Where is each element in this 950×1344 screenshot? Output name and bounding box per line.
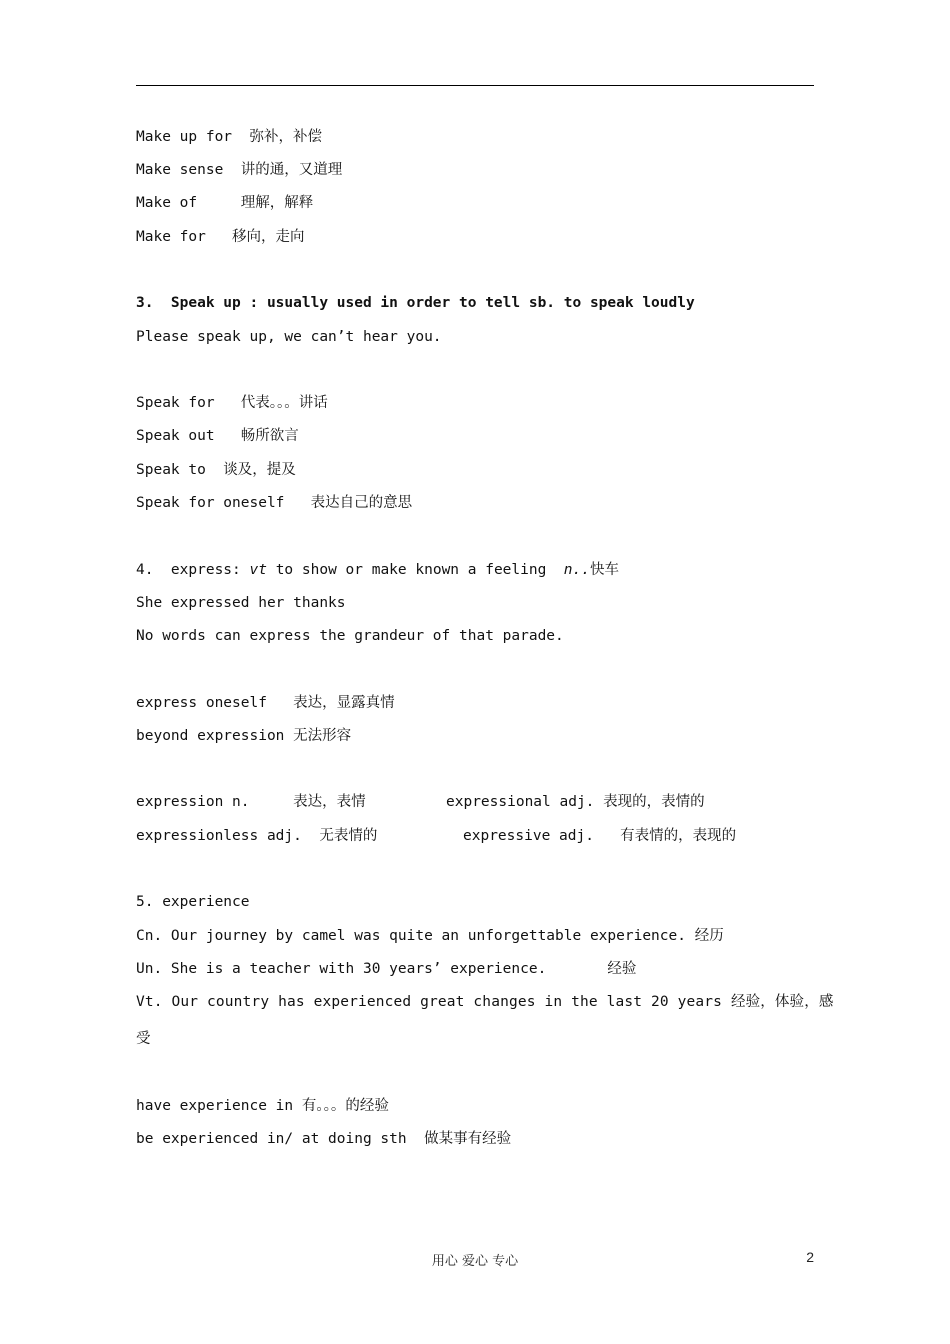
section-4-text-b: to show or make known a feeling <box>266 562 564 578</box>
section-4-n: n.. <box>563 562 590 578</box>
section-4-text-a: 4. express: <box>136 562 250 578</box>
phrase-make-of: Make of 理解，解释 <box>136 195 314 211</box>
section-5-uncountable: Un. She is a teacher with 30 years’ experience. 经验 <box>136 961 637 977</box>
section-4-vt: vt <box>249 562 267 578</box>
section-5-verb-cont: 受 <box>136 1031 151 1047</box>
section-4-text-c: 快车 <box>589 562 619 578</box>
word-expressional: expressional adj. 表现的，表情的 <box>446 794 705 810</box>
word-expressionless: expressionless adj. 无表情的 <box>136 828 378 844</box>
phrase-make-for: Make for 移向，走向 <box>136 229 305 245</box>
phrase-speak-for-oneself: Speak for oneself 表达自己的意思 <box>136 495 413 511</box>
phrase-beyond-expression: beyond expression 无法形容 <box>136 728 352 744</box>
phrase-be-experienced-in: be experienced in/ at doing sth 做某事有经验 <box>136 1131 512 1147</box>
section-4-example-2: No words can express the grandeur of that parade. <box>136 628 564 644</box>
page-number: 2 <box>806 1249 814 1265</box>
footer-slogan: 用心 爱心 专心 <box>431 1254 519 1269</box>
phrase-make-sense: Make sense 讲的通，又道理 <box>136 162 343 178</box>
phrase-speak-for: Speak for 代表。。。讲话 <box>136 395 328 411</box>
word-expressive: expressive adj. 有表情的，表现的 <box>463 828 737 844</box>
section-5-verb: Vt. Our country has experienced great changes in the last 20 years 经验，体验，感 <box>136 994 834 1010</box>
section-3-example: Please speak up, we can’t hear you. <box>136 329 442 345</box>
word-expression: expression n. 表达，表情 <box>136 794 366 810</box>
phrase-have-experience-in: have experience in 有。。。的经验 <box>136 1098 389 1114</box>
phrase-speak-out: Speak out 畅所欲言 <box>136 428 299 444</box>
section-5-countable: Cn. Our journey by camel was quite an unforgettable experience. 经历 <box>136 928 724 944</box>
phrase-express-oneself: express oneself 表达，显露真情 <box>136 695 395 711</box>
section-5-heading: 5. experience <box>136 894 250 910</box>
section-4-heading <box>136 560 619 580</box>
section-3-heading: 3. Speak up : usually used in order to tell sb. to speak loudly <box>136 295 695 311</box>
section-4-example-1: She expressed her thanks <box>136 595 346 611</box>
header-rule <box>136 85 814 86</box>
phrase-speak-to: Speak to 谈及，提及 <box>136 462 296 478</box>
phrase-make-up-for: Make up for 弥补，补偿 <box>136 129 322 145</box>
